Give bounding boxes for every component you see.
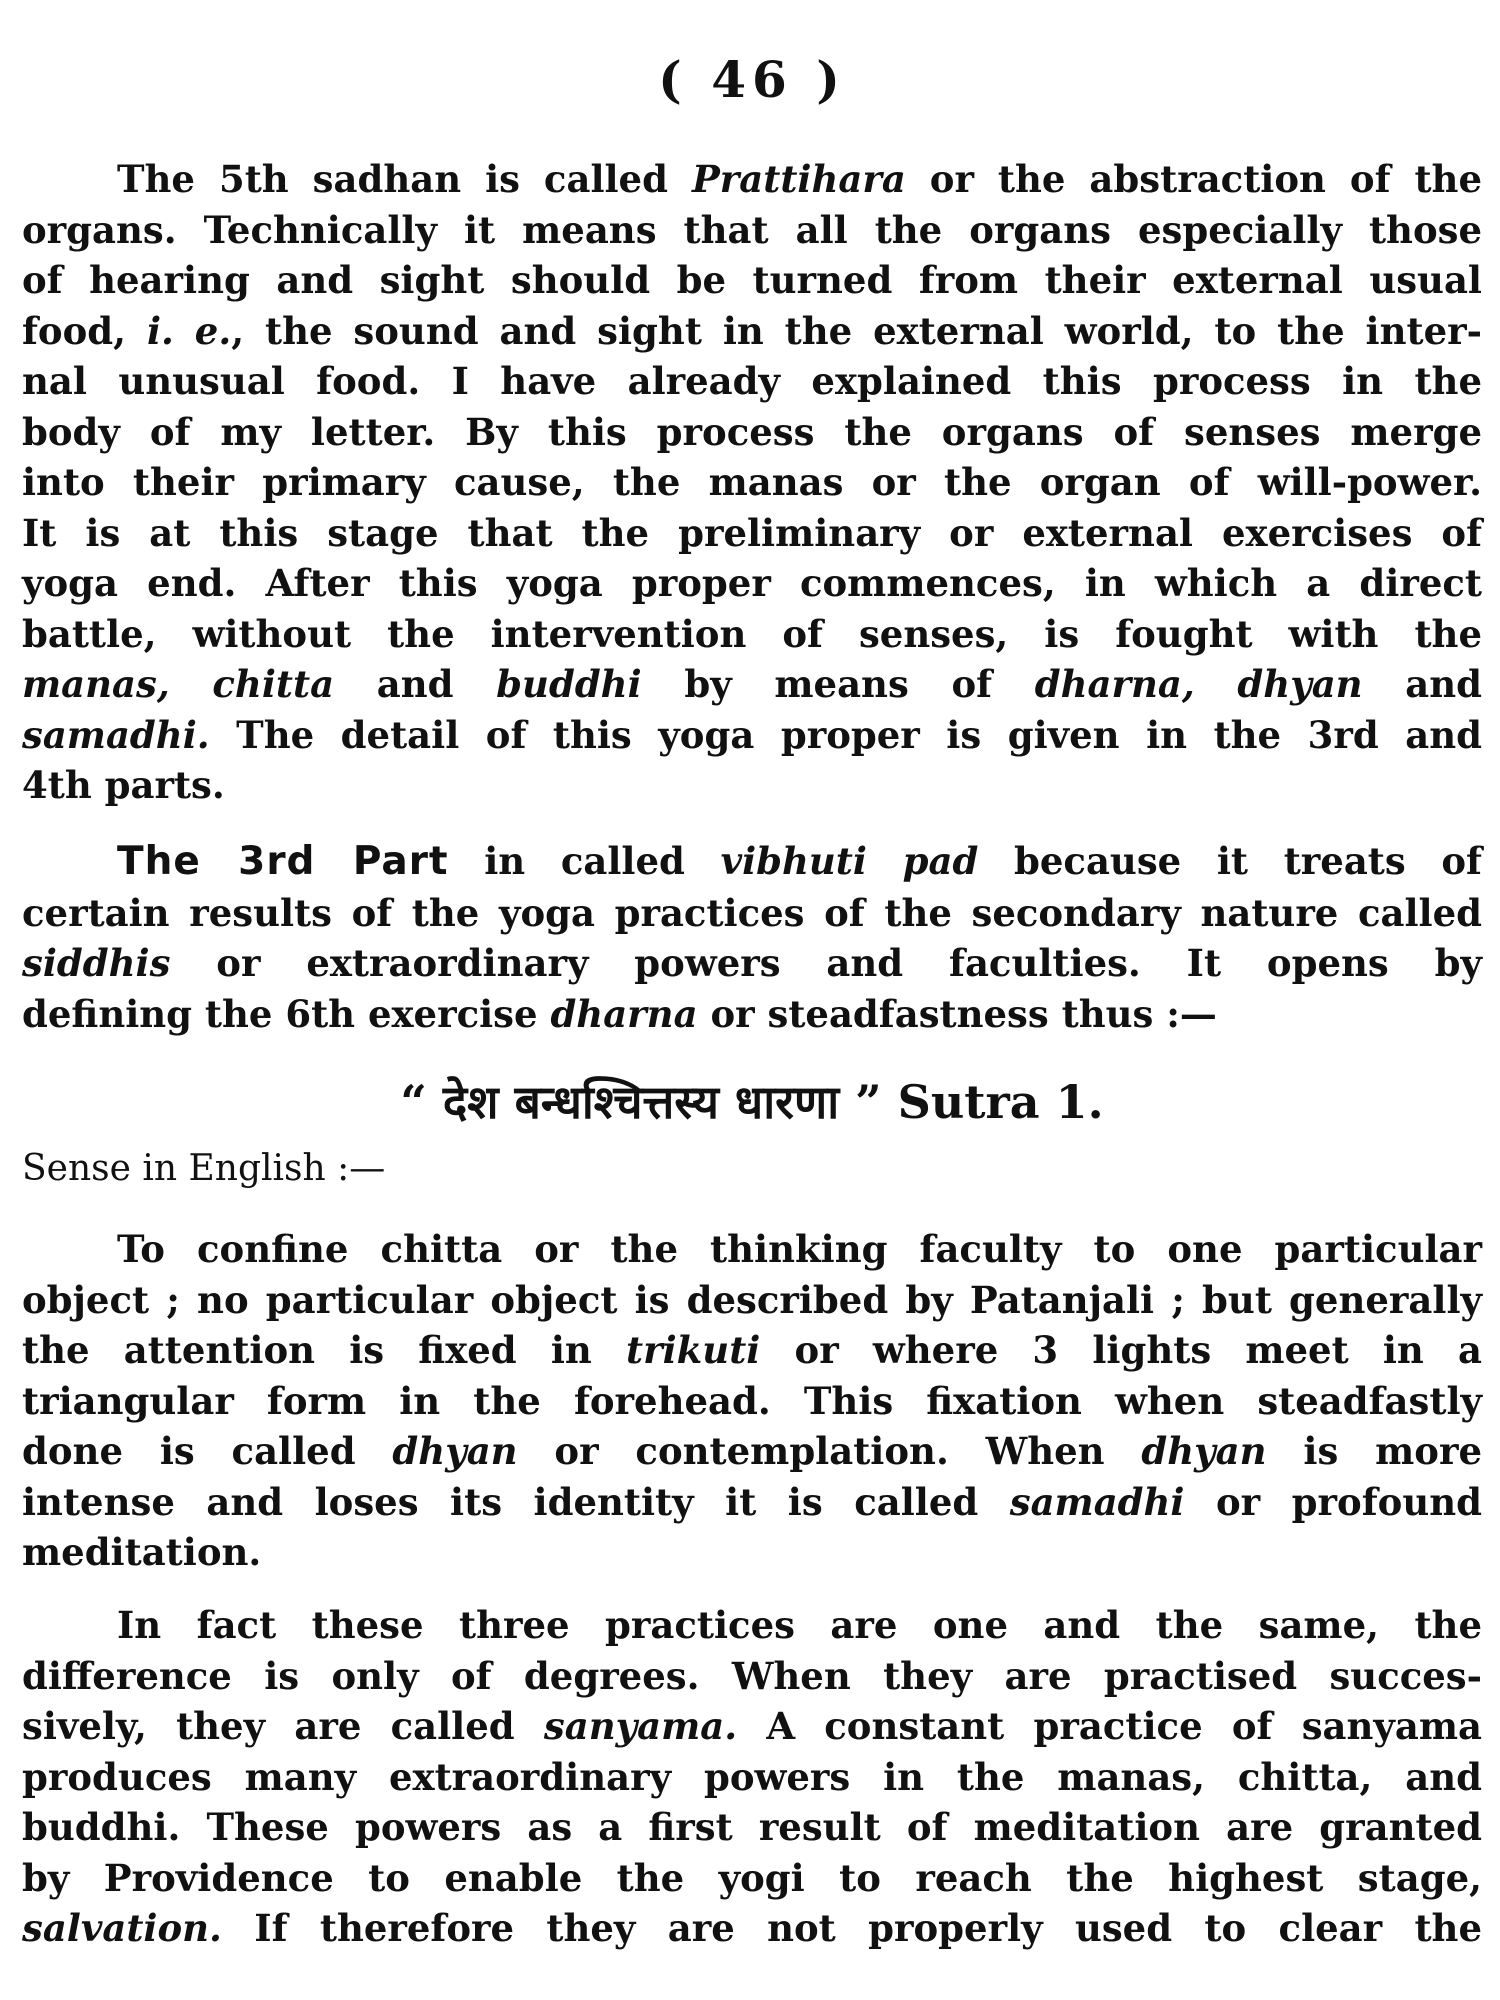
text-line: The 5th sadhan is called Prattihara or the abstraction of the [117, 157, 1482, 201]
text-line: intense and loses its identity it is called samadhi or profound [22, 1479, 1482, 1524]
text-line: buddhi. These powers as a first result of meditation are granted [22, 1805, 1482, 1849]
sanskrit-sutra: देश बन्धश्चित्तस्य धारणा [442, 1075, 840, 1129]
text-line: into their primary cause, the manas or the organ of will-power. [22, 460, 1482, 504]
text-line: In fact these three practices are one and the same, the [117, 1603, 1482, 1647]
text-line: It is at this stage that the preliminary or external exercises of [22, 510, 1482, 555]
text-line: organs. Technically it means that all the organs especially those [22, 207, 1482, 252]
text-line: salvation. If therefore they are not properly used to clear the [22, 1906, 1482, 1950]
text-line: The 3rd Part in called vibhuti pad because it treats of [117, 839, 1482, 884]
text-line: difference is only of degrees. When they are practised succes- [22, 1653, 1482, 1698]
text-line: nal unusual food. I have already explained this process in the [22, 359, 1482, 403]
text-line: triangular form in the forehead. This fixation when steadfastly [22, 1378, 1482, 1423]
text-line: defining the 6th exercise dharna or steadfastness thus :— [22, 991, 1217, 1036]
text-line: battle, without the intervention of senses, is fought with the [22, 611, 1482, 656]
text-line: meditation. [22, 1530, 262, 1574]
text-line: manas, chitta and buddhi by means of dharna, dhyan and [22, 662, 1483, 706]
text-line: certain results of the yoga practices of the secondary nature called [22, 890, 1482, 935]
section-heading: The 3rd Part [117, 839, 449, 884]
text-line: sively, they are called sanyama. A constant practice of sanyama [22, 1704, 1483, 1748]
text-line: done is called dhyan or contemplation. When dhyan is more [22, 1429, 1482, 1473]
sutra-heading: “ देश बन्धश्चित्तस्य धारणा ” Sutra 1. [400, 1075, 1104, 1129]
text-line: object ; no particular object is described by Patanjali ; but generally [22, 1277, 1482, 1322]
text-line: yoga end. After this yoga proper commences, in which a direct [22, 561, 1482, 605]
paragraph-sense [22, 1224, 1482, 1578]
page-number: ( 46 ) [658, 50, 846, 109]
text-line: the attention is fixed in trikuti or where 3 lights meet in a [22, 1328, 1482, 1372]
text-line: To confine chitta or the thinking faculty to one particular [117, 1227, 1482, 1271]
text-line: body of my letter. By this process the organs of senses merge [22, 409, 1482, 454]
paragraph-sanyama [22, 1600, 1482, 1954]
text-line: food, i. e., the sound and sight in the external world, to the inter- [22, 308, 1482, 353]
text-line: samadhi. The detail of this yoga proper is given in the 3rd and [22, 712, 1482, 757]
text-line: by Providence to enable the yogi to reach the highest stage, [22, 1855, 1482, 1900]
sense-label: Sense in English :— [22, 1148, 386, 1189]
paragraph-prattihara [22, 154, 1482, 811]
sutra-label: Sutra 1. [897, 1075, 1104, 1129]
text-line: of hearing and sight should be turned from their external usual [22, 258, 1482, 302]
paragraph-third-part [22, 836, 1482, 1039]
text-line: siddhis or extraordinary powers and faculties. It opens by [22, 941, 1482, 985]
text-line: 4th parts. [22, 763, 225, 807]
book-page [22, 0, 1482, 2000]
text-line: produces many extraordinary powers in the manas, chitta, and [22, 1754, 1482, 1799]
